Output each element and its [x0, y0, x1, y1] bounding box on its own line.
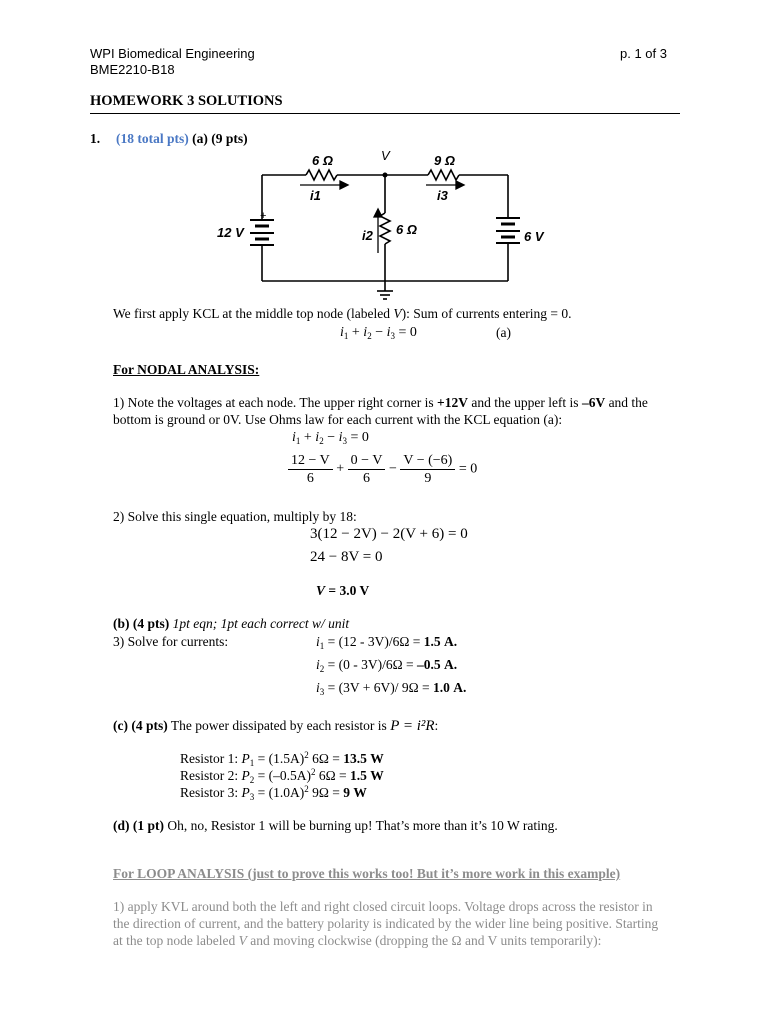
nodal-result: V = 3.0 V: [316, 583, 370, 598]
current-i2: $i_2 = (0 - 3V)/6\Omega = -0.5$ A.: [316, 657, 458, 674]
nodal-heading: For NODAL ANALYSIS:: [113, 362, 260, 377]
loop-heading: For LOOP ANALYSIS (just to prove this works too! But it’s more work in this example): [113, 866, 621, 881]
part-d: (d) (1 pt) Oh, no, Resistor 1 will be burning up! That’s more than it’s 10 W rating.: [113, 818, 558, 833]
kcl-eq-label: (a): [496, 325, 511, 340]
equation-simplified: 24 − 8V = 0: [310, 549, 383, 565]
power-resistor-1: Resistor 1: $P_1 = (1.5A)^2$ 6Ω = 13.5 W: [180, 750, 384, 768]
loop-paragraph: 1) apply KVL around both the left and right closed circuit loops. Voltage drops across the resistor in the direction of current, and the battery polarity is indicated by the wider line being positive. Starting at the top node labeled V and moving clockwise (dropping the Ω and V units temporarily):: [113, 899, 659, 948]
current-i3: $i_3 = (3V + 6V)/$ 9Ω = 1.0 A.: [316, 680, 467, 697]
battery-left: [250, 220, 274, 245]
label-r2: 6 Ω: [396, 222, 417, 237]
circuit-diagram: [200, 145, 560, 305]
title-divider: [90, 113, 680, 114]
equation-multiplied: 3(12 − 2V) − 2(V + 6) = 0: [310, 526, 468, 542]
label-i3: i3: [437, 188, 448, 203]
nodal-step2: 2) Solve this single equation, multiply by 18:: [113, 509, 357, 524]
resistor-3: [428, 170, 459, 180]
label-r1: 6 Ω: [312, 153, 333, 168]
kcl-equation-repeat: $i_1 + i_2 - i_3 = 0$: [292, 430, 369, 446]
node-dot: [383, 173, 388, 178]
battery-right: [496, 218, 520, 243]
part-c-heading: (c) (4 pts) The power dissipated by each resistor is P = i²R:: [113, 718, 439, 734]
power-resistor-2: Resistor 2: $P_2 = (-0.5A)^2$ 6Ω = 1.5 W: [180, 767, 384, 785]
label-left-source: 12 V: [217, 225, 244, 240]
problem-heading: (18 total pts) (a) (9 pts): [116, 131, 248, 146]
current-i1: $i_1 = (12 - 3V)/6\Omega = 1.5$ A.: [316, 634, 458, 651]
label-i1: i1: [310, 188, 321, 203]
problem-number: 1.: [90, 131, 101, 146]
ohms-law-equation: $\frac{12 - V}{6}$ + $\frac{0 - V}{6}$ − $\frac{V - (-6)}{9}$ = 0: [288, 452, 477, 487]
page-title: HOMEWORK 3 SOLUTIONS: [90, 93, 283, 109]
label-r3: 9 Ω: [434, 153, 455, 168]
nodal-step1: 1) Note the voltages at each node. The upper right corner is +12V and the upper left is –6V and the bottom is ground or 0V. Use Ohms law for each current with the KCL equation (a):: [113, 395, 648, 427]
label-right-source: 6 V: [524, 229, 544, 244]
header-course: BME2210-B18: [90, 62, 175, 77]
power-resistor-3: Resistor 3: $P_3 = (1.0A)^2$ 9Ω = 9 W: [180, 784, 367, 802]
label-plus: +: [260, 210, 267, 222]
header-org: WPI Biomedical Engineering: [90, 46, 255, 61]
page-number: p. 1 of 3: [620, 46, 667, 61]
kcl-intro: We first apply KCL at the middle top node (labeled V): Sum of currents entering = 0.: [113, 306, 572, 321]
label-node-v: V: [381, 148, 390, 163]
resistor-1: [306, 170, 337, 180]
label-i2: i2: [362, 228, 373, 243]
part-b-step3: 3) Solve for currents:: [113, 634, 229, 649]
part-b-heading: (b) (4 pts) 1pt eqn; 1pt each correct w/ unit: [113, 616, 350, 631]
kcl-equation: $i_1 + i_2 - i_3 = 0$: [340, 325, 417, 341]
